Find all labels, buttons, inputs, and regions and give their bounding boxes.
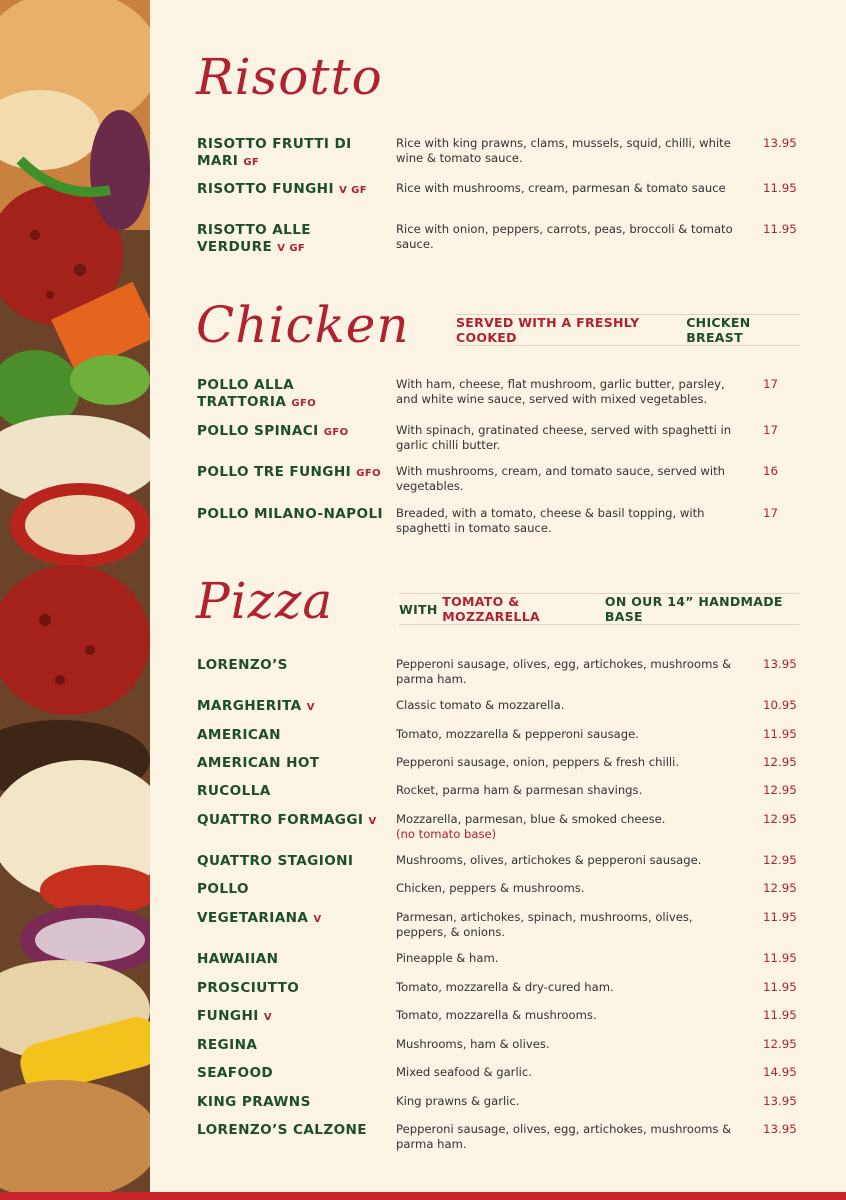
item-name: FUNGHI V xyxy=(197,1008,272,1024)
item-price: 12.95 xyxy=(763,812,797,826)
item-price: 17 xyxy=(763,423,779,437)
item-price: 12.95 xyxy=(763,755,797,769)
item-price: 13.95 xyxy=(763,1122,797,1136)
item-name: POLLO xyxy=(197,881,249,897)
item-price: 13.95 xyxy=(763,136,797,150)
risotto-heading: Risotto xyxy=(196,48,383,106)
diet-tag: V GF xyxy=(277,243,306,254)
item-description: Pepperoni sausage, onion, peppers & fresh chilli. xyxy=(396,755,680,769)
item-description: Rice with mushrooms, cream, parmesan & tomato sauce xyxy=(396,181,726,195)
footer-bar xyxy=(0,1192,846,1200)
item-description: Mushrooms, ham & olives. xyxy=(396,1037,550,1051)
item-price: 11.95 xyxy=(763,951,797,965)
item-price: 11.95 xyxy=(763,222,797,236)
item-price: 17 xyxy=(763,506,779,520)
item-name: POLLO SPINACI GFO xyxy=(197,423,349,439)
item-description: Parmesan, artichokes, spinach, mushrooms, olives, peppers, & onions. xyxy=(396,910,693,939)
chicken-heading: Chicken xyxy=(196,296,410,354)
item-price: 14.95 xyxy=(763,1065,797,1079)
item-price: 16 xyxy=(763,464,779,478)
item-name: AMERICAN HOT xyxy=(197,755,320,771)
item-note: (no tomato base) xyxy=(396,826,497,841)
item-description: Classic tomato & mozzarella. xyxy=(396,698,565,712)
item-description: Tomato, mozzarella & mushrooms. xyxy=(396,1008,597,1022)
item-description: Mushrooms, olives, artichokes & pepperoni sausage. xyxy=(396,853,702,867)
item-name: POLLO ALLA TRATTORIA GFO xyxy=(197,377,317,410)
item-description: Pepperoni sausage, olives, egg, artichokes, mushrooms & parma ham. xyxy=(396,657,732,686)
diet-tag: GF xyxy=(243,157,260,168)
item-name: RUCOLLA xyxy=(197,783,271,799)
diet-tag: V xyxy=(306,702,315,713)
item-name: MARGHERITA V xyxy=(197,698,315,714)
item-name: LORENZO’S CALZONE xyxy=(197,1122,367,1138)
item-price: 11.95 xyxy=(763,910,797,924)
item-description: Mozzarella, parmesan, blue & smoked cheese. (no tomato base) xyxy=(396,812,744,841)
item-description: With spinach, gratinated cheese, served with spaghetti in garlic chilli butter. xyxy=(396,423,732,452)
item-description: Rice with onion, peppers, carrots, peas, broccoli & tomato sauce. xyxy=(396,222,733,251)
item-name: POLLO MILANO-NAPOLI xyxy=(197,506,383,522)
item-price: 13.95 xyxy=(763,1094,797,1108)
item-price: 12.95 xyxy=(763,1037,797,1051)
item-description: Rice with king prawns, clams, mussels, squid, chilli, white wine & tomato sauce. xyxy=(396,136,731,165)
item-name: PROSCIUTTO xyxy=(197,980,300,996)
chicken-note: SERVED WITH A FRESHLY COOKED CHICKEN BREAST xyxy=(456,314,800,346)
item-name: REGINA xyxy=(197,1037,258,1053)
item-description: Chicken, peppers & mushrooms. xyxy=(396,881,585,895)
item-price: 11.95 xyxy=(763,727,797,741)
item-description: Pineapple & ham. xyxy=(396,951,499,965)
item-price: 17 xyxy=(763,377,779,391)
diet-tag: V xyxy=(368,816,377,827)
item-price: 11.95 xyxy=(763,980,797,994)
item-price: 12.95 xyxy=(763,881,797,895)
item-name: POLLO TRE FUNGHI GFO xyxy=(197,464,381,480)
diet-tag: V GF xyxy=(339,185,367,196)
item-description: Rocket, parma ham & parmesan shavings. xyxy=(396,783,643,797)
item-name: HAWAIIAN xyxy=(197,951,279,967)
pizza-note: WITH TOMATO & MOZZARELLA ON OUR 14” HANDMADE BASE xyxy=(399,593,799,625)
item-description: With mushrooms, cream, and tomato sauce, served with vegetables. xyxy=(396,464,726,493)
item-name: AMERICAN xyxy=(197,727,281,743)
diet-tag: V xyxy=(263,1012,272,1023)
item-name: LORENZO’S xyxy=(197,657,288,673)
diet-tag: GFO xyxy=(323,427,349,438)
item-price: 10.95 xyxy=(763,698,797,712)
item-name: VEGETARIANA V xyxy=(197,910,322,926)
item-name: QUATTRO FORMAGGI V xyxy=(197,812,377,828)
item-description: Tomato, mozzarella & dry-cured ham. xyxy=(396,980,614,994)
item-price: 12.95 xyxy=(763,853,797,867)
item-price: 11.95 xyxy=(763,181,797,195)
item-description: With ham, cheese, flat mushroom, garlic butter, parsley, and white wine sauce, served with mixed vegetables. xyxy=(396,377,725,406)
item-name: SEAFOOD xyxy=(197,1065,274,1081)
item-name: RISOTTO FUNGHI V GF xyxy=(197,181,367,197)
item-name: QUATTRO STAGIONI xyxy=(197,853,354,869)
item-description: King prawns & garlic. xyxy=(396,1094,520,1108)
diet-tag: V xyxy=(313,914,322,925)
item-description: Tomato, mozzarella & pepperoni sausage. xyxy=(396,727,639,741)
item-description: Pepperoni sausage, olives, egg, artichokes, mushrooms & parma ham. xyxy=(396,1122,732,1151)
item-name: RISOTTO FRUTTI DI MARI GF xyxy=(197,136,352,169)
diet-tag: GFO xyxy=(291,398,317,409)
pizza-photo xyxy=(0,0,150,1192)
item-description: Mixed seafood & garlic. xyxy=(396,1065,532,1079)
pizza-heading: Pizza xyxy=(196,572,334,630)
item-name: RISOTTO ALLE VERDURE V GF xyxy=(197,222,311,255)
item-price: 11.95 xyxy=(763,1008,797,1022)
item-price: 12.95 xyxy=(763,783,797,797)
item-price: 13.95 xyxy=(763,657,797,671)
item-description: Breaded, with a tomato, cheese & basil topping, with spaghetti in tomato sauce. xyxy=(396,506,705,535)
item-name: KING PRAWNS xyxy=(197,1094,311,1110)
diet-tag: GFO xyxy=(356,468,381,479)
